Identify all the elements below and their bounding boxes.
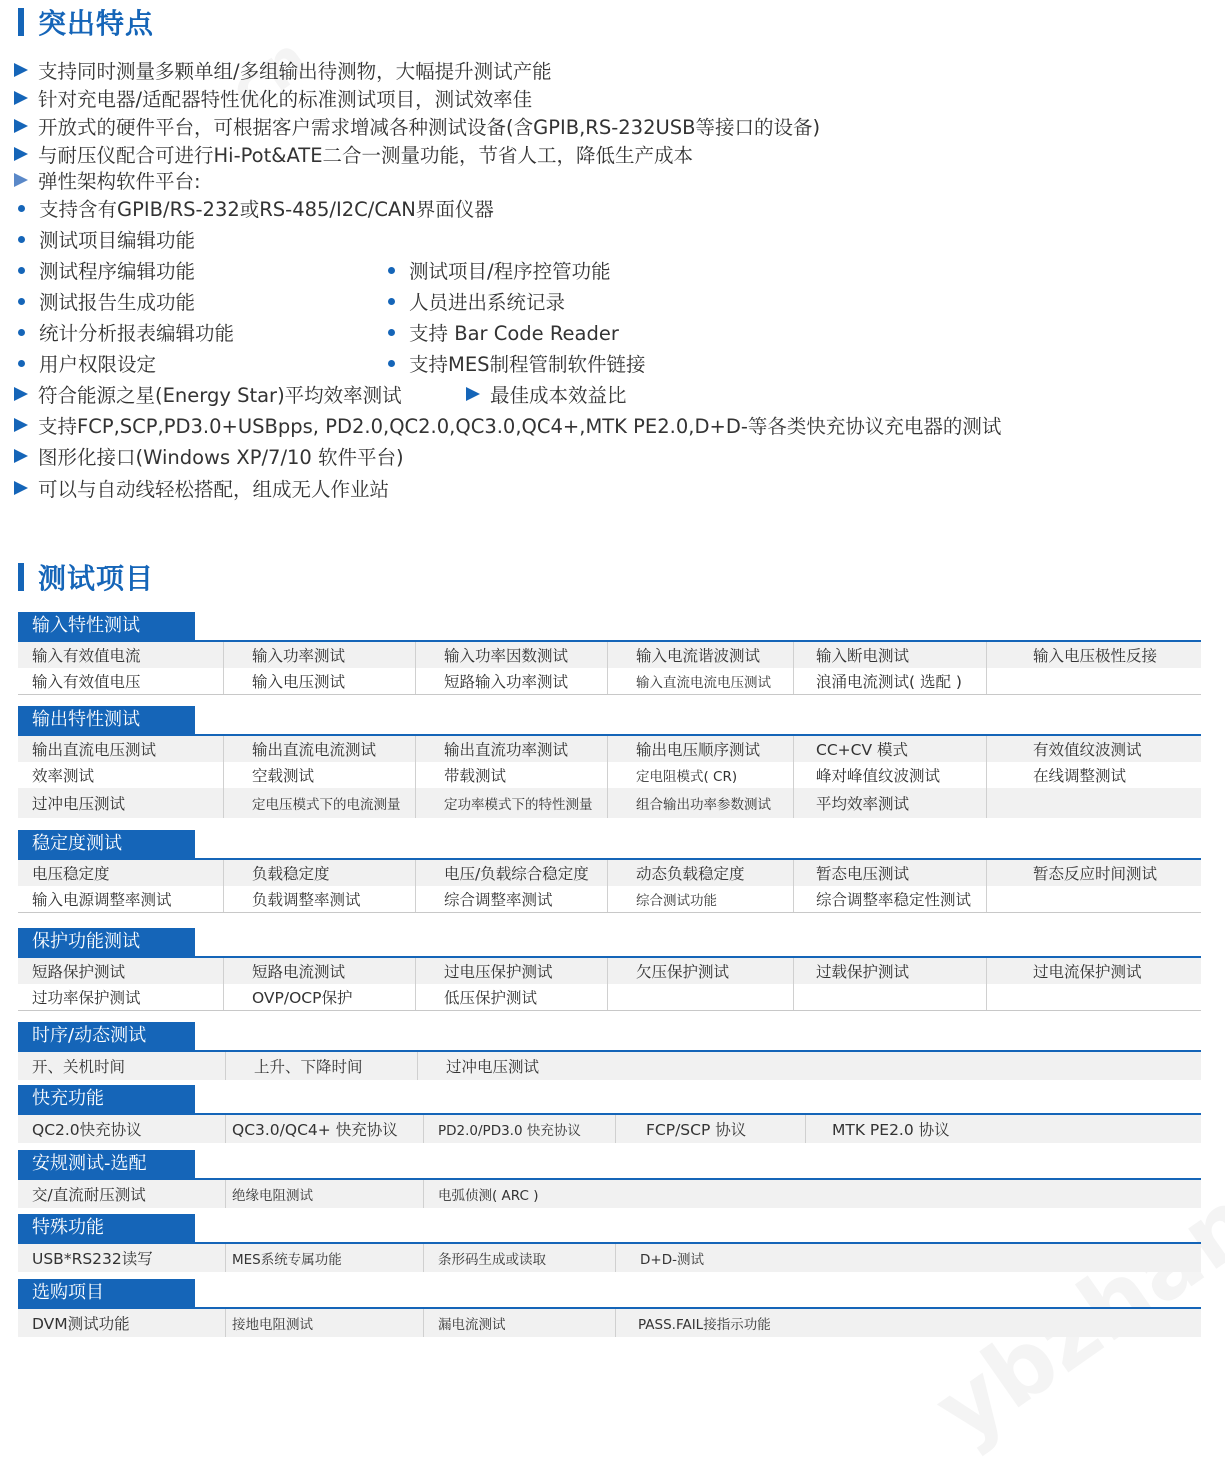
table-cell: 负载调整率测试 xyxy=(224,886,416,912)
test-section-optional xyxy=(18,1281,1201,1337)
section-title: 稳定度测试 xyxy=(18,830,195,858)
table-row xyxy=(18,1244,1201,1272)
arrow-icon xyxy=(14,173,28,187)
table-cell: 输入电流谐波测试 xyxy=(608,642,794,668)
table-cell: 定电压模式下的电流测量 xyxy=(224,788,416,818)
arrow-icon xyxy=(14,449,28,463)
table-row xyxy=(18,668,1201,694)
bullet-item xyxy=(14,287,195,315)
bullet-text: 支持含有GPIB/RS-232或RS-485/I2C/CAN界面仪器 xyxy=(39,198,494,221)
table-cell: 定功率模式下的特性测量 xyxy=(416,788,608,818)
section-header xyxy=(18,1024,1201,1052)
table-cell: 输出直流电流测试 xyxy=(224,736,416,762)
arrow-icon xyxy=(14,418,28,432)
table-cell: 开、关机时间 xyxy=(18,1052,226,1080)
table-cell: 综合调整率测试 xyxy=(416,886,608,912)
table-cell: 输入有效值电压 xyxy=(18,668,224,694)
feature-item xyxy=(14,166,201,194)
table-cell: 动态负载稳定度 xyxy=(608,860,794,886)
feature-item xyxy=(14,84,532,112)
feature-item xyxy=(14,474,389,502)
feature-text: 符合能源之星(Energy Star)平均效率测试 xyxy=(38,384,402,407)
table-cell: 暂态电压测试 xyxy=(794,860,987,886)
bullet-text: 支持MES制程管制软件链接 xyxy=(409,353,646,376)
bullet-icon xyxy=(18,236,25,243)
bullet-item xyxy=(14,225,195,253)
tests-heading xyxy=(18,560,154,594)
table-cell: 接地电阻测试 xyxy=(226,1309,424,1337)
table-row xyxy=(18,958,1201,984)
bullet-icon xyxy=(18,360,25,367)
bullet-icon xyxy=(18,298,25,305)
bullet-icon xyxy=(18,205,25,212)
table-cell: 浪涌电流测试( 选配 ) xyxy=(794,668,987,694)
section-header xyxy=(18,614,1201,642)
table-cell: D+D-测试 xyxy=(640,1252,704,1268)
table-cell: 短路保护测试 xyxy=(18,958,224,984)
table-cell: 电弧侦测( ARC ) xyxy=(438,1188,539,1204)
section-header xyxy=(18,1281,1201,1309)
table-cell: 综合调整率稳定性测试 xyxy=(794,886,987,912)
test-section-input xyxy=(18,614,1201,695)
features-heading xyxy=(18,5,154,39)
bullet-text: 测试程序编辑功能 xyxy=(39,260,196,283)
feature-text: 与耐压仪配合可进行Hi-Pot&ATE二合一测量功能，节省人工，降低生产成本 xyxy=(38,144,694,167)
table-cell xyxy=(608,984,794,1010)
table-cell: 漏电流测试 xyxy=(424,1309,616,1337)
table-cell: 上升、下降时间 xyxy=(226,1052,418,1080)
table-cell: 条形码生成或读取 xyxy=(424,1244,616,1272)
section-header xyxy=(18,1152,1201,1180)
test-section-stability xyxy=(18,832,1201,913)
table-cell: 有效值纹波测试 xyxy=(1033,741,1142,759)
table-cell: 过冲电压测试 xyxy=(446,1058,540,1076)
feature-text: 针对充电器/适配器特性优化的标准测试项目，测试效率佳 xyxy=(38,88,533,111)
bullet-icon xyxy=(18,329,25,336)
table-cell xyxy=(987,788,1201,818)
table-cell: CC+CV 模式 xyxy=(794,736,987,762)
table-cell: 带载测试 xyxy=(416,762,608,788)
table-cell: 组合输出功率参数测试 xyxy=(608,788,794,818)
table-cell xyxy=(987,668,1201,694)
arrow-icon xyxy=(14,387,28,401)
feature-text: 图形化接口(Windows XP/7/10 软件平台) xyxy=(38,446,404,469)
table-cell: 综合测试功能 xyxy=(608,886,794,912)
section-title: 快充功能 xyxy=(18,1085,195,1113)
bullet-item xyxy=(14,318,234,346)
test-section-output xyxy=(18,708,1201,818)
divider xyxy=(18,1010,1201,1011)
table-cell: 短路电流测试 xyxy=(224,958,416,984)
feature-text: 支持同时测量多颗单组/多组输出待测物，大幅提升测试产能 xyxy=(38,60,552,83)
bullet-item xyxy=(384,287,565,315)
table-row xyxy=(18,860,1201,886)
feature-text: 最佳成本效益比 xyxy=(490,384,627,407)
table-cell: 峰对峰值纹波测试 xyxy=(794,762,987,788)
heading-bar xyxy=(18,563,24,591)
bullet-text: 测试项目编辑功能 xyxy=(39,229,196,252)
test-section-fastcharge xyxy=(18,1087,1201,1143)
table-cell: PD2.0/PD3.0 快充协议 xyxy=(424,1115,616,1143)
table-cell: 输入电压极性反接 xyxy=(1033,647,1158,665)
table-cell: 过电压保护测试 xyxy=(416,958,608,984)
bullet-item xyxy=(14,349,156,377)
feature-item xyxy=(14,56,552,84)
table-cell: USB*RS232读写 xyxy=(18,1244,226,1272)
table-cell: 平均效率测试 xyxy=(794,788,987,818)
feature-item xyxy=(466,380,627,408)
table-cell: 输入功率测试 xyxy=(224,642,416,668)
table-row xyxy=(18,642,1201,668)
section-header xyxy=(18,832,1201,860)
table-cell: 电压稳定度 xyxy=(18,860,224,886)
section-title: 输出特性测试 xyxy=(18,706,195,734)
table-cell: DVM测试功能 xyxy=(18,1309,226,1337)
bullet-icon xyxy=(388,329,395,336)
table-cell: 欠压保护测试 xyxy=(608,958,794,984)
bullet-item xyxy=(384,256,611,284)
bullet-icon xyxy=(388,360,395,367)
section-header xyxy=(18,1216,1201,1244)
table-cell: 效率测试 xyxy=(18,762,224,788)
feature-item xyxy=(14,140,693,168)
table-cell xyxy=(794,984,987,1010)
table-cell: 交/直流耐压测试 xyxy=(18,1180,226,1208)
bullet-item xyxy=(14,256,195,284)
table-row xyxy=(18,736,1201,762)
table-row xyxy=(18,1180,1201,1208)
test-section-safety xyxy=(18,1152,1201,1208)
table-cell: QC3.0/QC4+ 快充协议 xyxy=(226,1115,424,1143)
table-cell: 输入断电测试 xyxy=(794,642,987,668)
feature-item xyxy=(14,411,1001,439)
table-cell: 输入有效值电流 xyxy=(18,642,224,668)
section-header xyxy=(18,930,1201,958)
bullet-icon xyxy=(18,267,25,274)
section-title: 输入特性测试 xyxy=(18,612,195,640)
table-cell: 过冲电压测试 xyxy=(18,788,224,818)
table-cell: 负载稳定度 xyxy=(224,860,416,886)
arrow-icon xyxy=(14,147,28,161)
tests-title: 测试项目 xyxy=(38,562,155,595)
table-row xyxy=(18,762,1201,788)
table-cell xyxy=(987,984,1201,1010)
feature-text: 弹性架构软件平台: xyxy=(38,170,201,193)
arrow-icon xyxy=(14,119,28,133)
table-cell: 短路输入功率测试 xyxy=(416,668,608,694)
arrow-icon xyxy=(466,387,480,401)
section-title: 安规测试-选配 xyxy=(18,1150,195,1178)
feature-text: 支持FCP,SCP,PD3.0+USBpps, PD2.0,QC2.0,QC3.0,QC4+,MTK PE2.0,D+D-等各类快充协议充电器的测试 xyxy=(38,415,1002,438)
test-section-timing xyxy=(18,1024,1201,1080)
table-cell: FCP/SCP 协议 xyxy=(616,1115,806,1143)
table-cell: 定电阻模式( CR) xyxy=(608,762,794,788)
arrow-icon xyxy=(14,63,28,77)
bullet-item xyxy=(384,318,619,346)
table-cell xyxy=(987,886,1201,912)
table-cell: 输入电压测试 xyxy=(224,668,416,694)
bullet-icon xyxy=(388,298,395,305)
table-cell: 输出电压顺序测试 xyxy=(608,736,794,762)
section-header xyxy=(18,708,1201,736)
section-header xyxy=(18,1087,1201,1115)
bullet-text: 统计分析报表编辑功能 xyxy=(39,322,235,345)
bullet-item xyxy=(384,349,646,377)
bullet-text: 人员进出系统记录 xyxy=(409,291,566,314)
table-row xyxy=(18,1309,1201,1337)
table-cell: 过功率保护测试 xyxy=(18,984,224,1010)
bullet-text: 用户权限设定 xyxy=(39,353,157,376)
heading-bar xyxy=(18,8,24,36)
table-cell: 绝缘电阻测试 xyxy=(226,1180,424,1208)
section-title: 保护功能测试 xyxy=(18,928,195,956)
section-title: 选购项目 xyxy=(18,1279,195,1307)
table-cell: 输入电源调整率测试 xyxy=(18,886,224,912)
bullet-icon xyxy=(388,267,395,274)
divider xyxy=(18,694,1201,695)
test-section-protection xyxy=(18,930,1201,1011)
arrow-icon xyxy=(14,481,28,495)
table-cell: MTK PE2.0 协议 xyxy=(832,1121,950,1139)
table-cell: 低压保护测试 xyxy=(416,984,608,1010)
divider xyxy=(18,912,1201,913)
section-title: 特殊功能 xyxy=(18,1214,195,1242)
table-row xyxy=(18,886,1201,912)
table-cell: 输入直流电流电压测试 xyxy=(608,668,794,694)
table-cell: 输出直流功率测试 xyxy=(416,736,608,762)
table-cell: 输出直流电压测试 xyxy=(18,736,224,762)
table-row xyxy=(18,788,1201,818)
table-cell: PASS.FAIL接指示功能 xyxy=(638,1317,771,1333)
table-cell: 空载测试 xyxy=(224,762,416,788)
bullet-text: 支持 Bar Code Reader xyxy=(409,322,619,345)
bullet-text: 测试报告生成功能 xyxy=(39,291,196,314)
table-cell: 输入功率因数测试 xyxy=(416,642,608,668)
table-cell: 过电流保护测试 xyxy=(1033,963,1142,981)
feature-item xyxy=(14,112,820,140)
arrow-icon xyxy=(14,91,28,105)
feature-item xyxy=(14,442,404,470)
table-row xyxy=(18,1052,1201,1080)
features-title: 突出特点 xyxy=(38,7,155,40)
feature-text: 开放式的硬件平台，可根据客户需求增减各种测试设备(含GPIB,RS-232USB等接口的设备) xyxy=(38,116,821,139)
feature-item xyxy=(14,380,402,408)
bullet-item xyxy=(14,194,494,222)
bullet-text: 测试项目/程序控管功能 xyxy=(409,260,611,283)
table-row xyxy=(18,984,1201,1010)
feature-text: 可以与自动线轻松搭配，组成无人作业站 xyxy=(38,478,390,501)
table-cell: 暂态反应时间测试 xyxy=(1033,865,1158,883)
table-cell: 过载保护测试 xyxy=(794,958,987,984)
test-section-special xyxy=(18,1216,1201,1272)
table-cell: MES系统专属功能 xyxy=(226,1244,424,1272)
table-cell: OVP/OCP保护 xyxy=(224,984,416,1010)
section-title: 时序/动态测试 xyxy=(18,1022,195,1050)
table-cell: 电压/负载综合稳定度 xyxy=(416,860,608,886)
table-cell: QC2.0快充协议 xyxy=(18,1115,226,1143)
table-cell: 在线调整测试 xyxy=(1033,767,1127,785)
table-row xyxy=(18,1115,1201,1143)
